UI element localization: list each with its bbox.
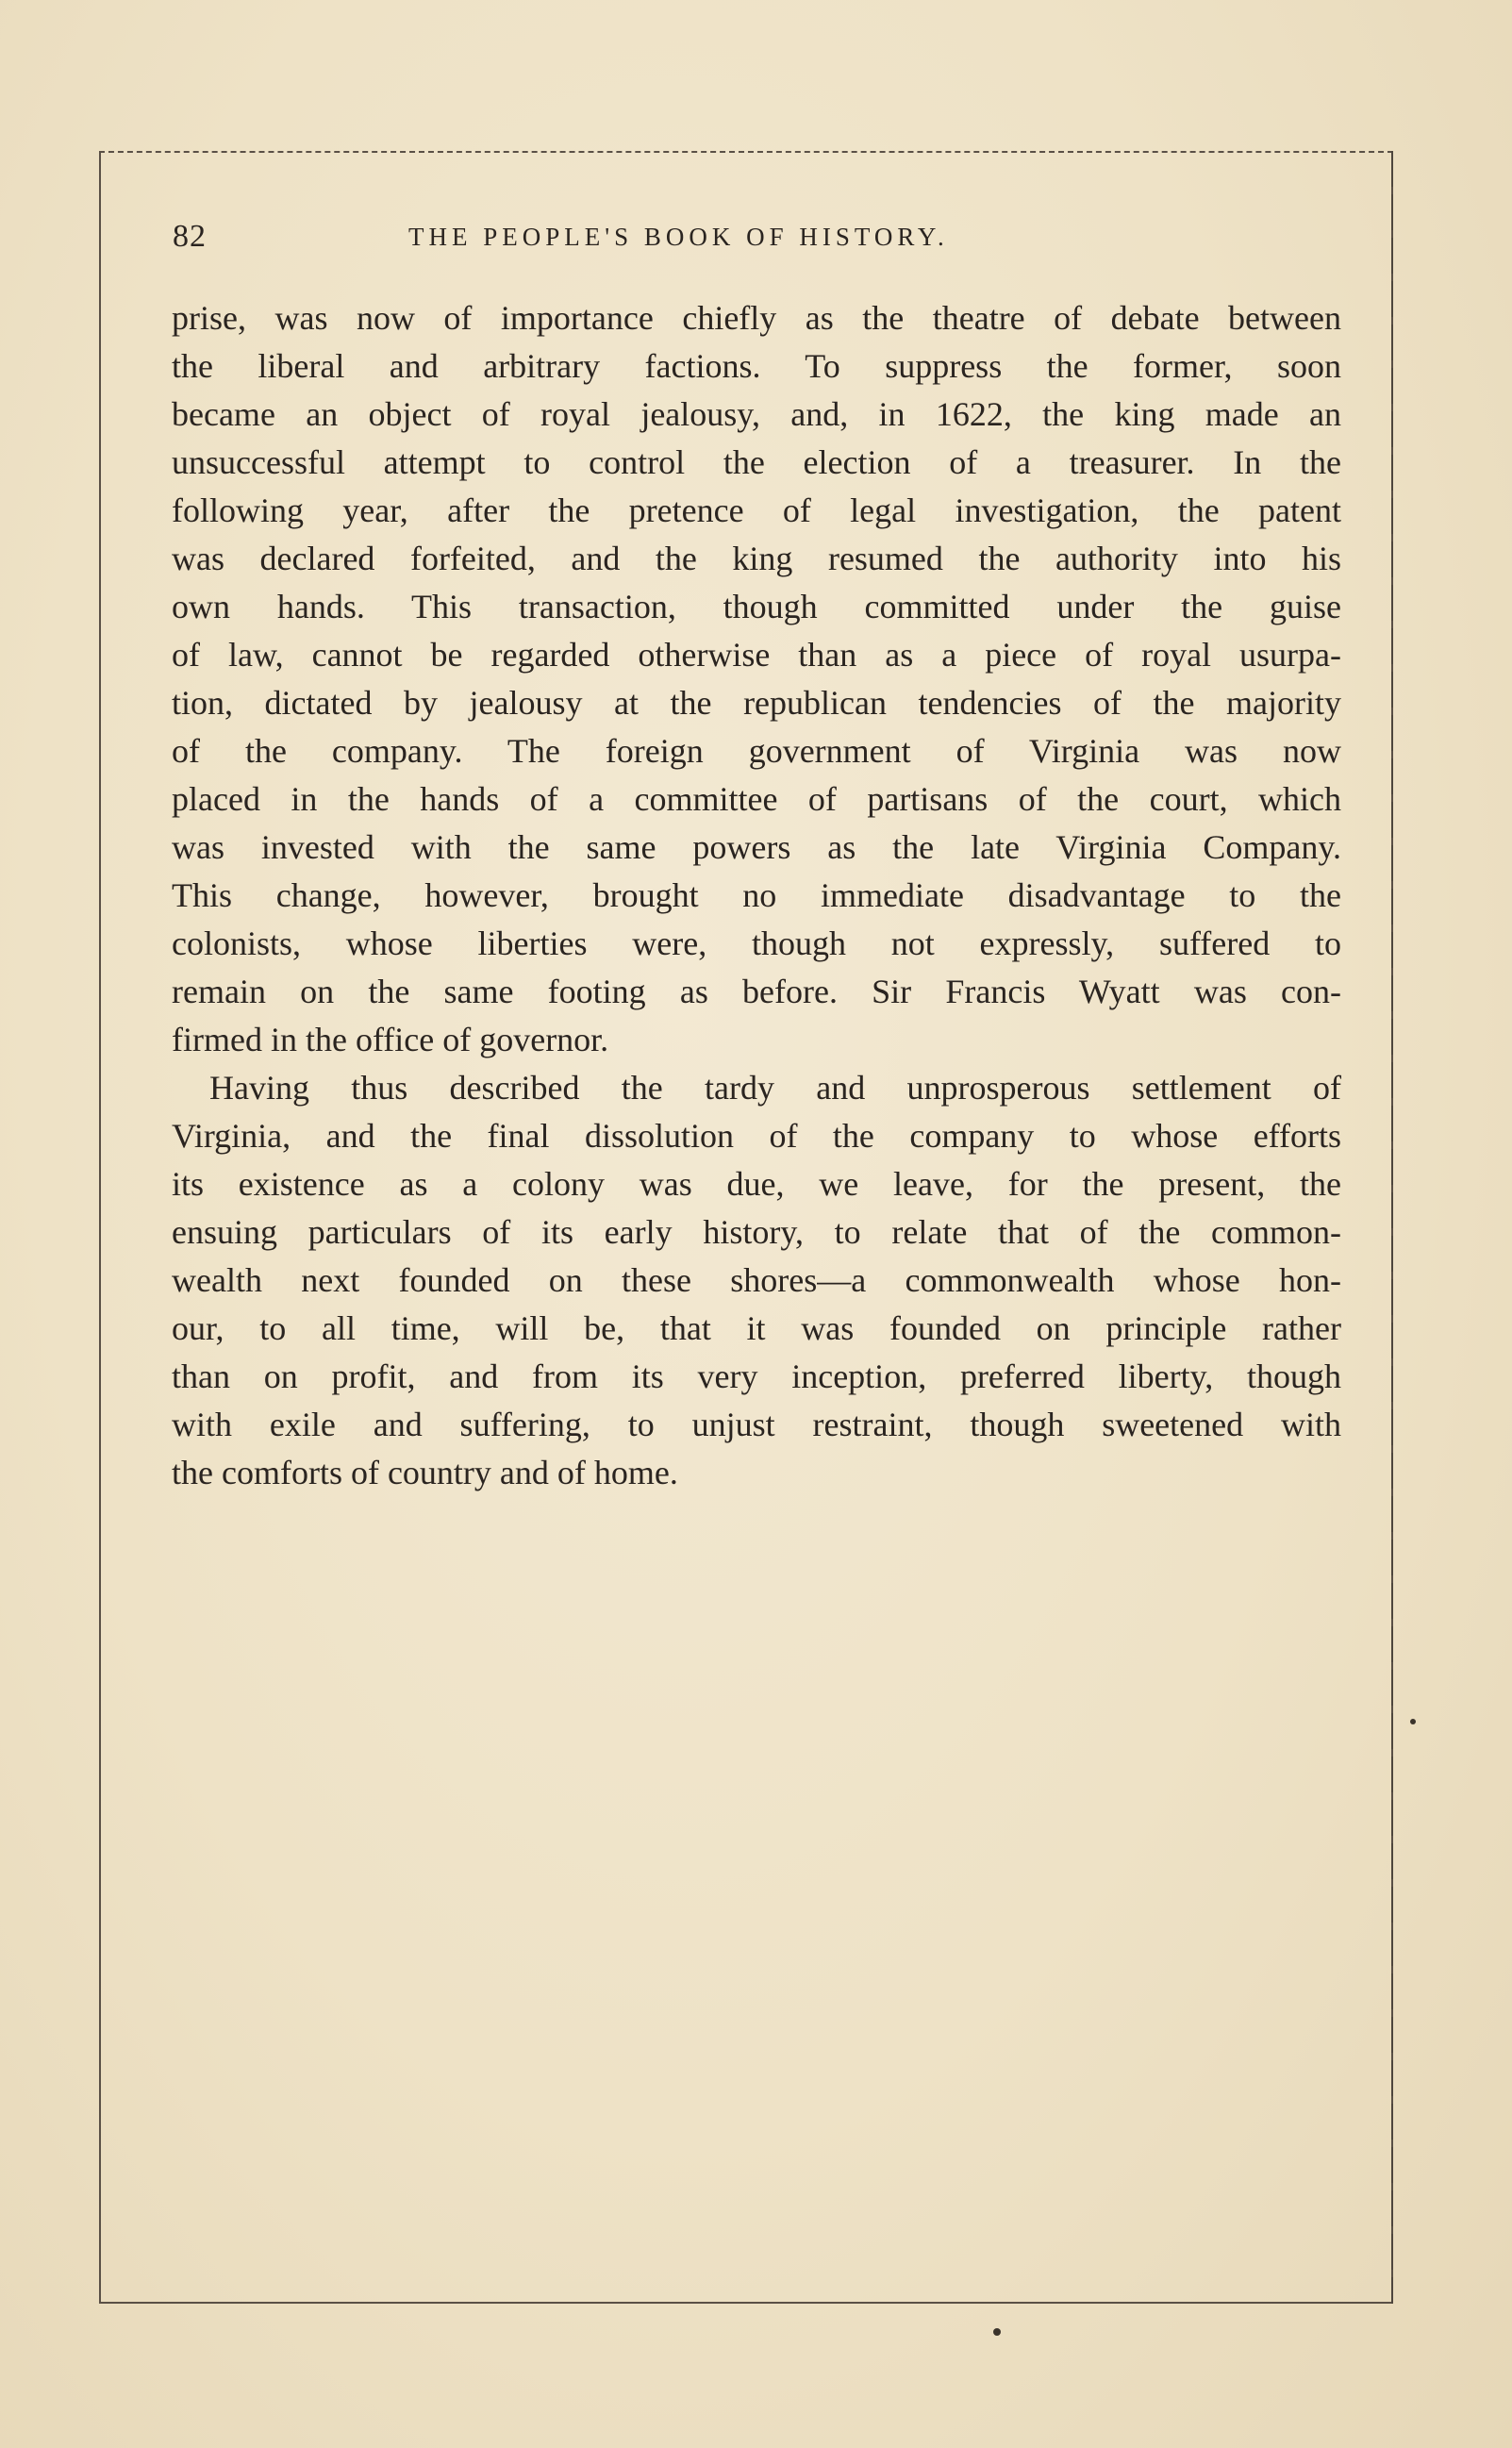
paragraph-1	[172, 294, 1341, 1064]
page-header	[173, 219, 1342, 266]
text-line: own hands. This transaction, though committed under the guise	[172, 588, 1341, 625]
text-line: ensuing particulars of its early history, to relate that of the common-	[172, 1213, 1341, 1251]
text-line: tion, dictated by jealousy at the republican tendencies of the majority	[172, 684, 1341, 722]
text-line: than on profit, and from its very inception, preferred liberty, though	[172, 1357, 1341, 1395]
ink-speck	[993, 2328, 1001, 2336]
text-line: the comforts of country and of home.	[172, 1454, 678, 1491]
text-line: of the company. The foreign government of Virginia was now	[172, 732, 1341, 770]
text-line: firmed in the office of governor.	[172, 1021, 609, 1058]
page-border-right-edge	[1391, 151, 1393, 2304]
text-line: wealth next founded on these shores—a commonwealth whose hon-	[172, 1261, 1341, 1299]
text-line: unsuccessful attempt to control the election of a treasurer. In the	[172, 443, 1341, 481]
text-line: Virginia, and the final dissolution of the company to whose efforts	[172, 1117, 1341, 1155]
running-head: THE PEOPLE'S BOOK OF HISTORY.	[408, 223, 949, 251]
body-text	[172, 294, 1341, 1497]
text-line: was declared forfeited, and the king resumed the authority into his	[172, 540, 1341, 577]
text-line: This change, however, brought no immediate disadvantage to the	[172, 876, 1341, 914]
text-line: its existence as a colony was due, we leave, for the present, the	[172, 1165, 1341, 1203]
text-line: following year, after the pretence of legal investigation, the patent	[172, 491, 1341, 529]
page-number: 82	[173, 219, 207, 254]
text-line: placed in the hands of a committee of partisans of the court, which	[172, 780, 1341, 818]
text-line: of law, cannot be regarded otherwise than as a piece of royal usurpa-	[172, 636, 1341, 674]
text-line: colonists, whose liberties were, though not expressly, suffered to	[172, 924, 1341, 962]
ink-speck	[1410, 1719, 1416, 1724]
text-line: Having thus described the tardy and unprosperous settlement of	[209, 1069, 1341, 1107]
text-line: our, to all time, will be, that it was founded on principle rather	[172, 1309, 1341, 1347]
text-line: became an object of royal jealousy, and, in 1622, the king made an	[172, 395, 1341, 433]
paragraph-2	[172, 1064, 1341, 1497]
text-line: prise, was now of importance chiefly as the theatre of debate between	[172, 299, 1341, 337]
text-line: with exile and suffering, to unjust restraint, though sweetened with	[172, 1406, 1341, 1443]
text-line: the liberal and arbitrary factions. To suppress the former, soon	[172, 347, 1341, 385]
text-line: remain on the same footing as before. Sir Francis Wyatt was con-	[172, 973, 1341, 1010]
text-line: was invested with the same powers as the late Virginia Company.	[172, 828, 1341, 866]
